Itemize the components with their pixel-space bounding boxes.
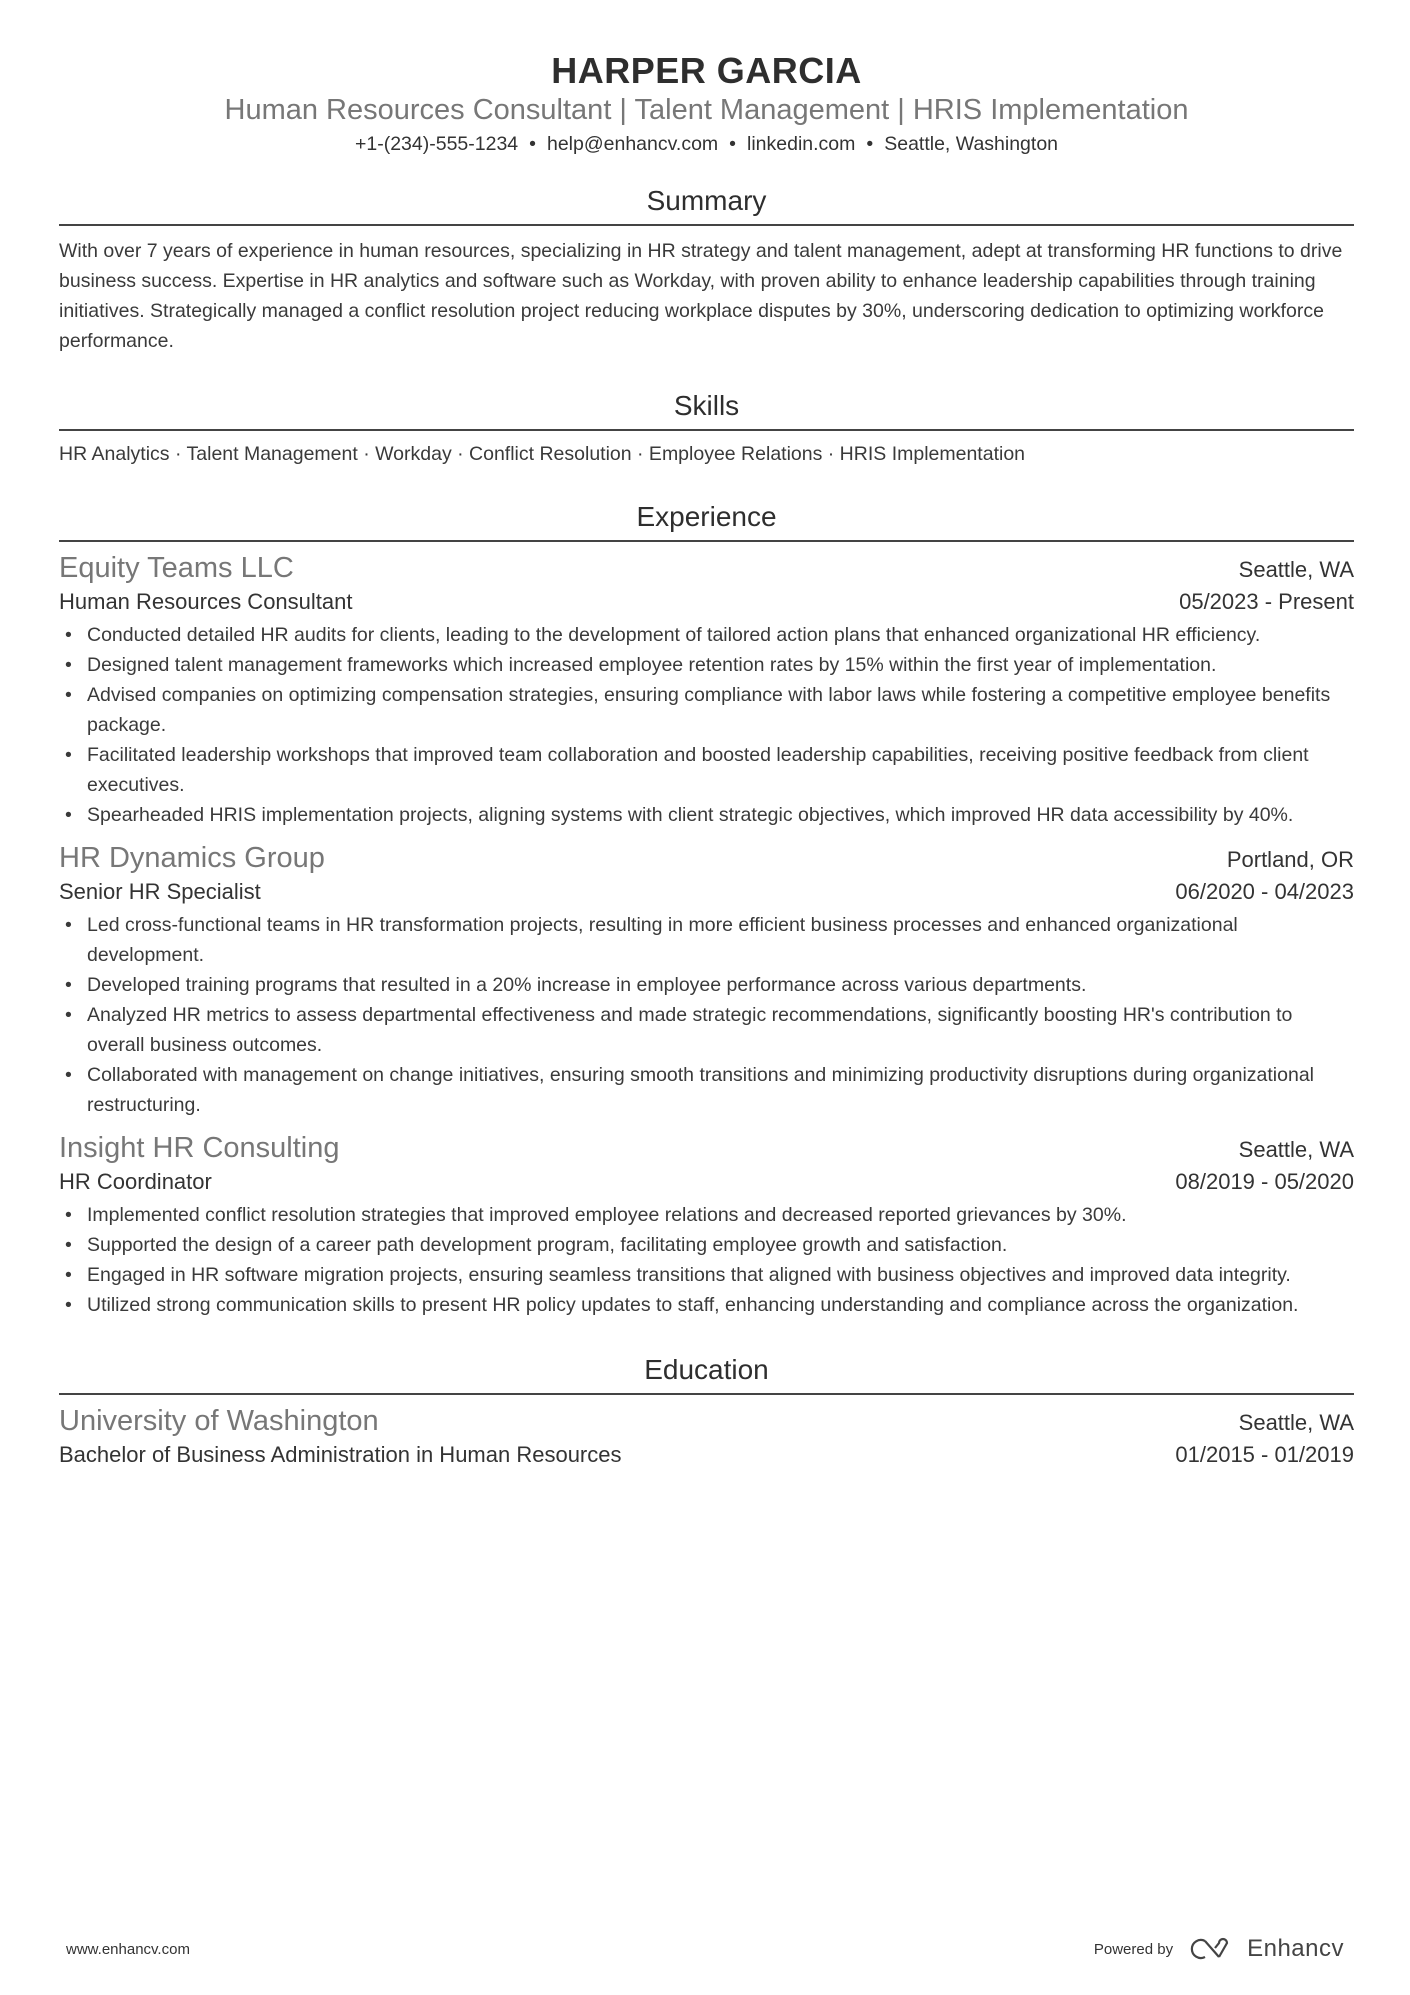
bullet-item: • Collaborated with management on change initiatives, ensuring smooth transitions and minimizing productivity disruptions during organizational restructuring. (59, 1060, 1354, 1120)
job-bullets (59, 620, 1354, 830)
divider (59, 224, 1354, 226)
skills-section (59, 388, 1354, 469)
experience-section (59, 499, 1354, 1320)
job-role-row (59, 586, 1354, 618)
job-dates: 08/2019 - 05/2020 (1175, 1169, 1354, 1194)
bullet-item: • Led cross-functional teams in HR transformation projects, resulting in more efficient business processes and enhanced organizational development. (59, 910, 1354, 970)
section-title: Summary (646, 185, 767, 216)
linkedin-link[interactable]: linkedin.com (747, 133, 856, 155)
brand-name: Enhancv (1247, 1935, 1344, 1962)
job-entry (59, 550, 1354, 830)
job-location: Seattle, WA (1238, 557, 1354, 582)
job-role-row (59, 876, 1354, 908)
location: Seattle, Washington (884, 133, 1059, 155)
bullet-item: • Advised companies on optimizing compensation strategies, ensuring compliance with labor laws while fostering a competitive employee benefits package. (59, 680, 1354, 740)
divider (59, 1393, 1354, 1395)
resume-page (59, 0, 1354, 1471)
section-title: Education (644, 1354, 769, 1385)
bullet-item: • Supported the design of a career path development program, facilitating employee growth and satisfaction. (59, 1230, 1354, 1260)
footer (66, 1935, 1344, 1963)
bullet-item: • Designed talent management frameworks which increased employee retention rates by 15% within the first year of implementation. (59, 650, 1354, 680)
school-name: University of Washington (59, 1405, 379, 1437)
divider (59, 429, 1354, 431)
school-location: Seattle, WA (1238, 1410, 1354, 1435)
skills-list: HR Analytics · Talent Management · Workday · Conflict Resolution · Employee Relations · HRIS Implementation (59, 443, 1026, 465)
education-details (59, 1439, 1354, 1471)
job-entry (59, 840, 1354, 1120)
contact-info (59, 131, 1354, 157)
job-header (59, 1130, 1354, 1166)
job-role-row (59, 1166, 1354, 1198)
bullet-item: • Facilitated leadership workshops that improved team collaboration and boosted leadership capabilities, receiving positive feedback from client executives. (59, 740, 1354, 800)
summary-text: With over 7 years of experience in human resources, specializing in HR strategy and talent management, adept at transforming HR functions to drive business success. Expertise in HR analytics and software such as Workday, with proven ability to enhance leadership capabilities through training initiatives. Strategically managed a conflict resolution project reducing workplace disputes by 30%, underscoring dedication to optimizing workforce performance. (59, 240, 1343, 352)
job-location: Portland, OR (1226, 847, 1354, 872)
job-title: HR Coordinator (59, 1169, 212, 1194)
education-header (59, 1403, 1354, 1439)
separator: • (729, 133, 736, 155)
summary-section (59, 183, 1354, 356)
bullet-item: • Utilized strong communication skills to present HR policy updates to staff, enhancing understanding and compliance across the organization. (59, 1290, 1354, 1320)
separator: • (529, 133, 536, 155)
job-title: Senior HR Specialist (59, 879, 261, 904)
job-location: Seattle, WA (1238, 1137, 1354, 1162)
bullet-item: • Engaged in HR software migration projects, ensuring seamless transitions that aligned with business objectives and improved data integrity. (59, 1260, 1354, 1290)
job-header (59, 840, 1354, 876)
enhancv-logo-icon (1187, 1937, 1233, 1961)
job-entry (59, 1130, 1354, 1320)
company-name: HR Dynamics Group (59, 842, 325, 874)
powered-by (1094, 1935, 1344, 1963)
bullet-item: • Spearheaded HRIS implementation projects, aligning systems with client strategic objectives, which improved HR data accessibility by 40%. (59, 800, 1354, 830)
job-bullets (59, 910, 1354, 1120)
education-section (59, 1352, 1354, 1471)
education-dates: 01/2015 - 01/2019 (1175, 1442, 1354, 1467)
divider (59, 540, 1354, 542)
section-title: Skills (673, 390, 740, 421)
separator: • (866, 133, 874, 155)
job-dates: 06/2020 - 04/2023 (1175, 879, 1354, 904)
email-link[interactable]: help@enhancv.com (546, 133, 719, 155)
section-title: Experience (636, 501, 777, 532)
job-title: Human Resources Consultant (59, 589, 353, 614)
powered-by-label: Powered by (1093, 1940, 1174, 1958)
job-bullets (59, 1200, 1354, 1320)
candidate-headline: Human Resources Consultant | Talent Management | HRIS Implementation (224, 94, 1189, 126)
job-header (59, 550, 1354, 586)
bullet-item: • Implemented conflict resolution strategies that improved employee relations and decreased reported grievances by 30%. (59, 1200, 1354, 1230)
degree: Bachelor of Business Administration in Human Resources (59, 1442, 622, 1467)
bullet-item: • Analyzed HR metrics to assess departmental effectiveness and made strategic recommendations, significantly boosting HR's contribution to overall business outcomes. (59, 1000, 1354, 1060)
phone: +1-(234)-555-1234 (354, 133, 519, 155)
bullet-item: • Developed training programs that resulted in a 20% increase in employee performance across various departments. (59, 970, 1354, 1000)
company-name: Insight HR Consulting (59, 1132, 340, 1164)
job-dates: 05/2023 - Present (1179, 589, 1354, 614)
website-link[interactable]: www.enhancv.com (66, 1940, 190, 1958)
company-name: Equity Teams LLC (59, 552, 294, 584)
candidate-name: HARPER GARCIA (551, 50, 862, 91)
bullet-item: • Conducted detailed HR audits for clients, leading to the development of tailored action plans that enhanced organizational HR efficiency. (59, 620, 1354, 650)
